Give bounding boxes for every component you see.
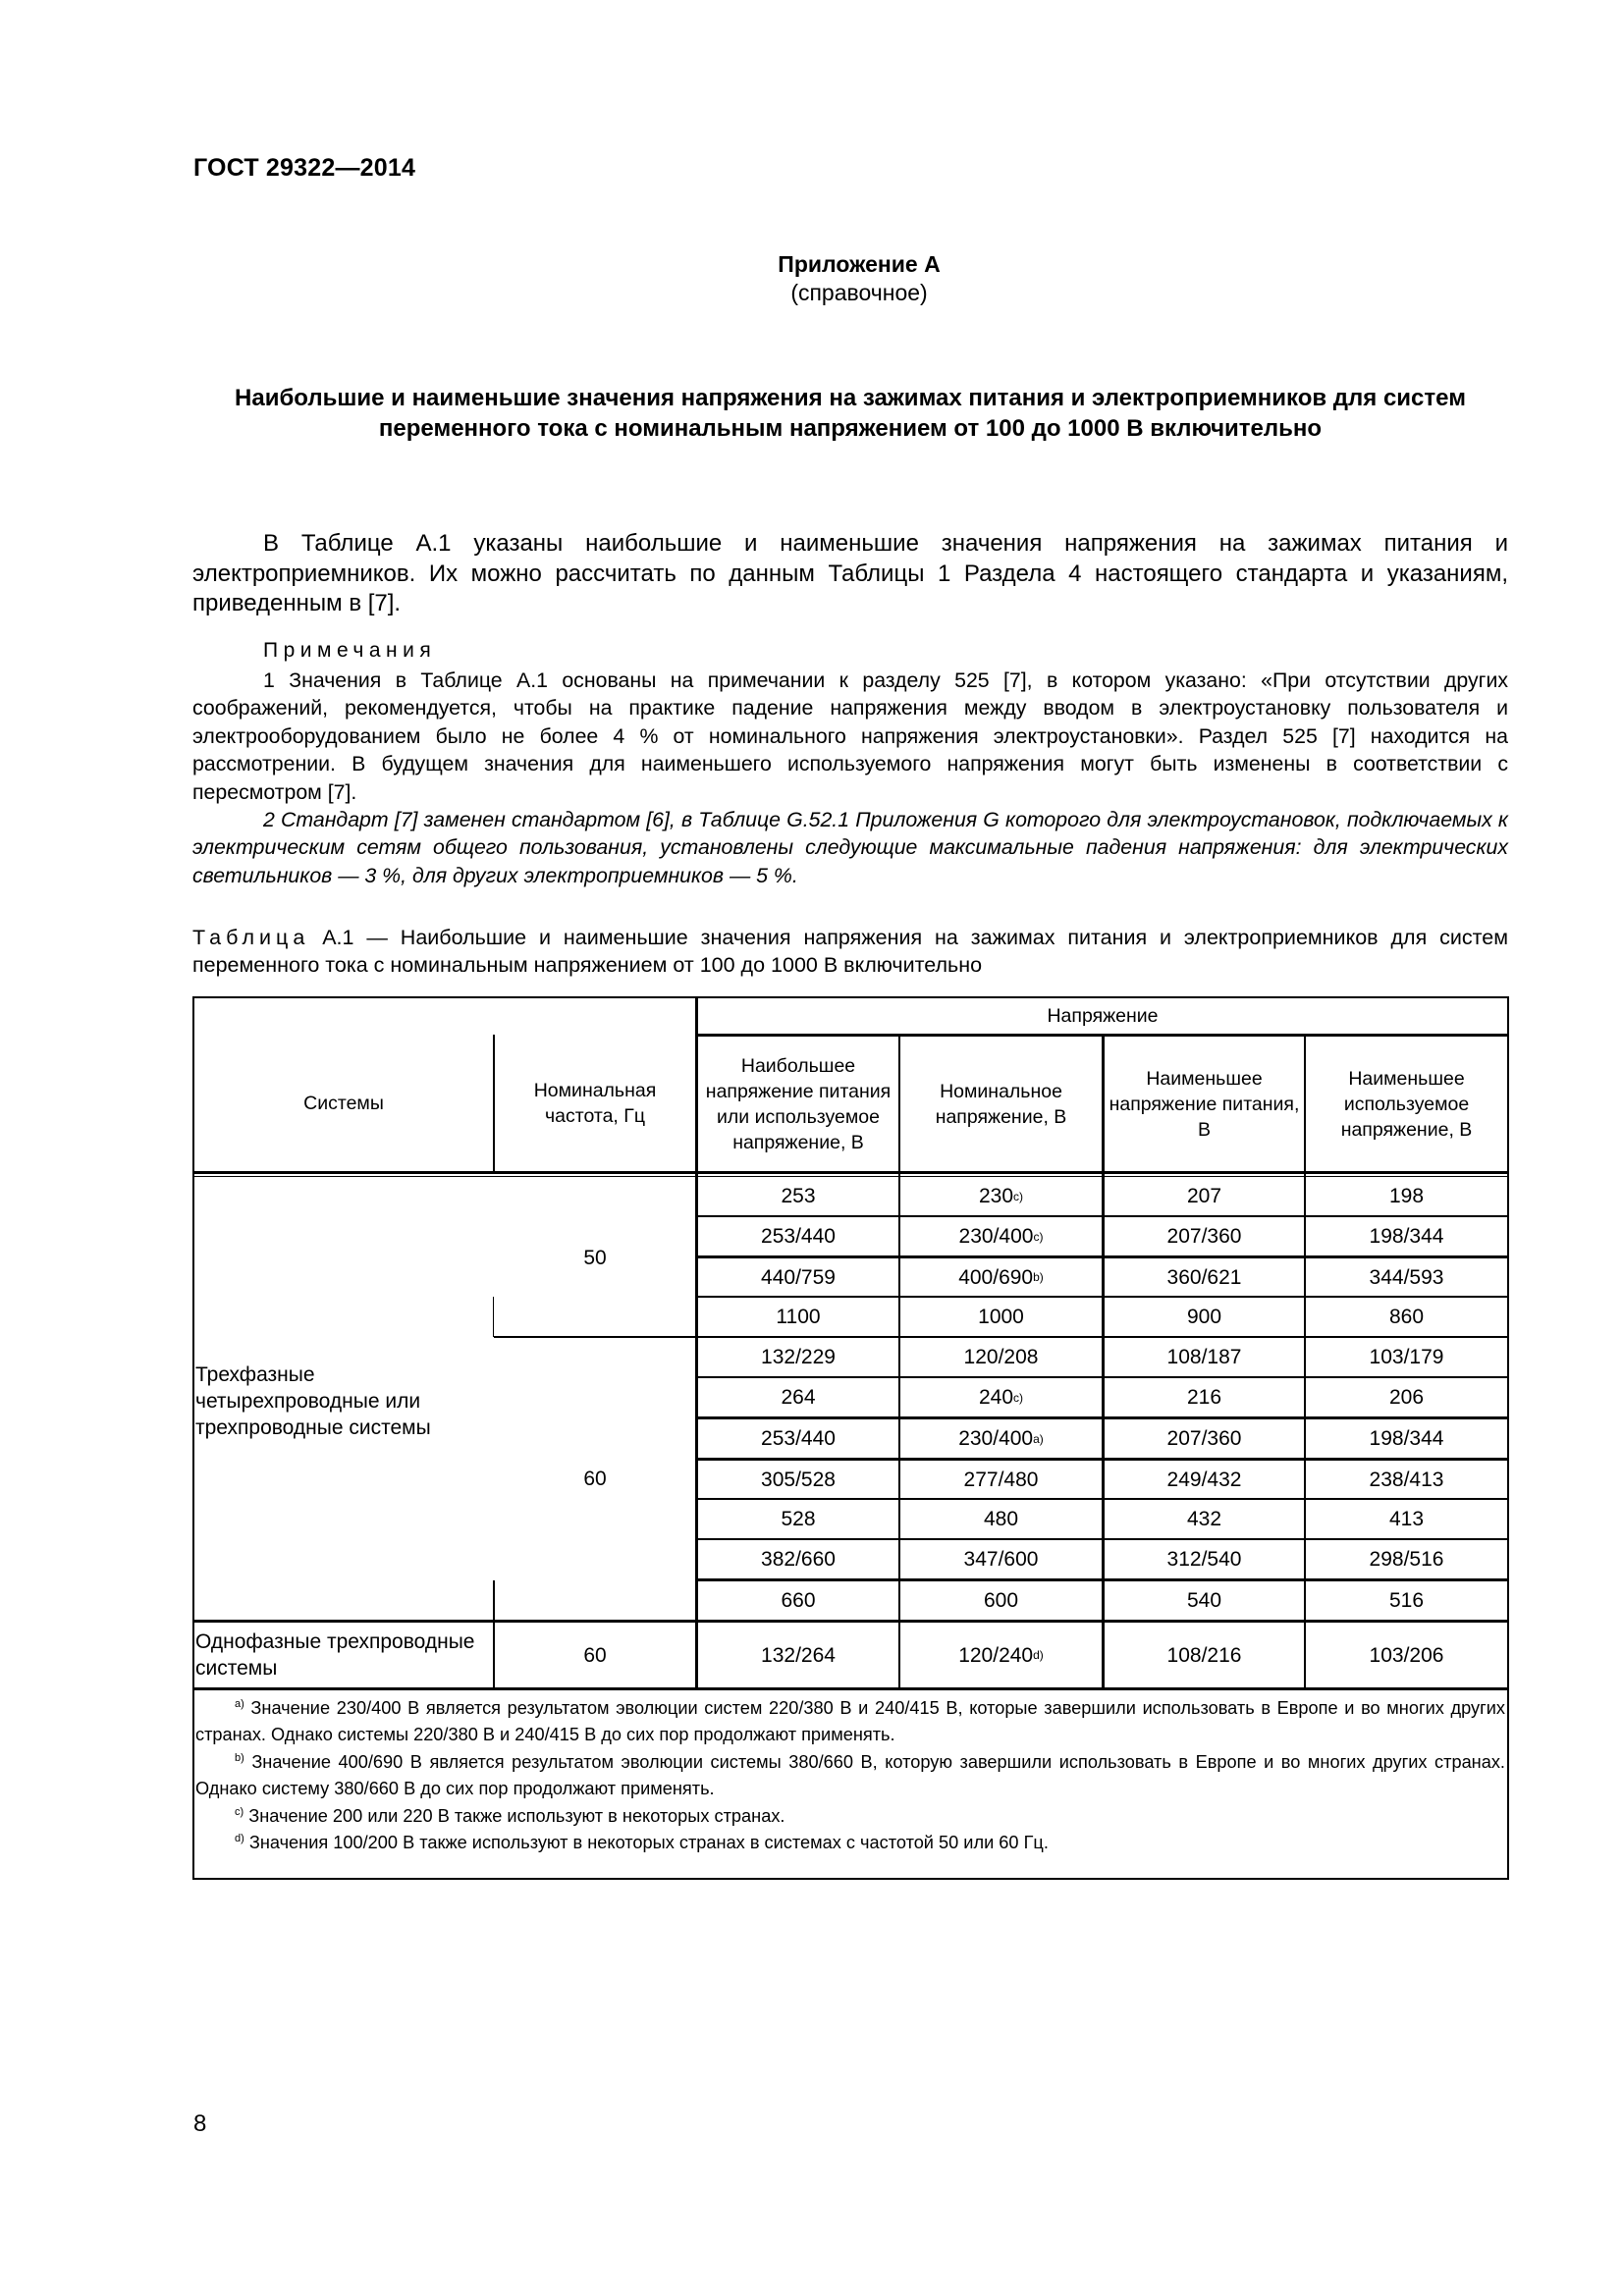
cell-min-supply: 207/360 [1166, 1427, 1242, 1450]
cell-min-used: 413 [1388, 1508, 1425, 1530]
table-caption-label: Таблица [192, 926, 310, 949]
cell-max: 382/660 [761, 1548, 836, 1571]
cell-max: 660 [781, 1589, 816, 1612]
cell-min-supply: 900 [1186, 1306, 1222, 1328]
cell-min-supply: 249/432 [1166, 1468, 1242, 1491]
table-line-footnotes-top [192, 1687, 1509, 1690]
cell-min-used: 344/593 [1369, 1265, 1444, 1289]
cell-min-used: 198 [1388, 1185, 1425, 1207]
table-border-right [1507, 996, 1509, 1880]
header-min-used-voltage: Наименьшее используемое напряжение, В [1340, 1067, 1473, 1141]
cell-min-used: 860 [1388, 1306, 1425, 1328]
cell-nominal: 120/208 [963, 1346, 1039, 1368]
system-single-phase: Однофазные трехпроводные системы [195, 1630, 475, 1680]
cell-max: 132/229 [761, 1346, 836, 1368]
cell-min-used: 198/344 [1369, 1427, 1444, 1450]
frequency-60-single: 60 [583, 1643, 607, 1667]
cell-nominal: 230 c) [978, 1185, 1024, 1207]
main-title: Наибольшие и наименьшие значения напряжения на зажимах питания и электроприемников для систем переменного тока с номинальным напряжением от 100 до 1000 В включительно [235, 385, 1466, 442]
table-caption [192, 924, 1508, 979]
cell-nominal: 230/400 a) [958, 1427, 1044, 1450]
cell-max: 264 [781, 1386, 816, 1409]
page-number: 8 [193, 2110, 207, 2137]
header-nominal-voltage: Номинальное напряжение, В [935, 1080, 1067, 1128]
cell-min-supply: 108/216 [1166, 1643, 1242, 1667]
cell-nominal: 1000 [978, 1306, 1024, 1328]
cell-max: 305/528 [761, 1468, 836, 1491]
cell-max: 253/440 [761, 1225, 836, 1248]
footnote-c: $^{c)}$ Значение 200 или 220 В также используют в некоторых странах. [235, 1806, 785, 1826]
header-voltage-group: Напряжение [1047, 1005, 1159, 1027]
annex-title: Приложение А [778, 251, 941, 277]
cell-min-used: 198/344 [1369, 1225, 1444, 1248]
cell-max: 1100 [776, 1306, 821, 1328]
cell-min-supply: 216 [1186, 1386, 1222, 1409]
annex-subtitle: (справочное) [790, 280, 928, 305]
cell-max: 253 [781, 1185, 816, 1207]
footnote-a: $^{a)}$ Значение 230/400 В является результатом эволюции систем 220/380 В и 240/415 В, которые завершили использовать в Европе и во многих других странах. Однако системы 220/380 В и 240/415 В до сих пор продолжают применять. [195, 1698, 1505, 1744]
cell-max: 528 [781, 1508, 816, 1530]
cell-min-supply: 360/621 [1166, 1265, 1242, 1289]
footnote-d: $^{d)}$ Значения 100/200 В также используют в некоторых странах в системах с частотой 50 или 60 Гц. [235, 1833, 1049, 1852]
cell-min-supply: 207/360 [1166, 1225, 1242, 1248]
cell-min-used: 103/206 [1369, 1643, 1444, 1667]
cell-min-supply: 207 [1186, 1185, 1222, 1207]
cell-min-supply: 540 [1186, 1589, 1222, 1612]
note-2: 2 Стандарт [7] заменен стандартом [6], в Таблице G.52.1 Приложения G которого для электроустановок, подключаемых к электрическим сетям общего пользования, установлены следующие максимальные падения напряжения: для электрических светильников — 3 %, для других электроприемников — 5 %. [192, 808, 1508, 887]
cell-max: 132/264 [761, 1643, 836, 1667]
header-max-voltage: Наибольшее напряжение питания или используемое напряжение, В [705, 1054, 892, 1153]
cell-max: 440/759 [761, 1265, 836, 1289]
cell-min-used: 206 [1388, 1386, 1425, 1409]
table-line-sys-freq-50 [493, 1297, 494, 1337]
notes-heading: Примечания [263, 639, 437, 662]
header-min-supply-voltage: Наименьшее напряжение питания, В [1109, 1067, 1300, 1141]
cell-nominal: 230/400 c) [958, 1225, 1044, 1248]
cell-nominal: 480 [983, 1508, 1019, 1530]
cell-nominal: 347/600 [963, 1548, 1039, 1571]
cell-min-used: 238/413 [1369, 1468, 1444, 1491]
table-caption-text: А.1 — Наибольшие и наименьшие значения напряжения на зажимах питания и электроприемников для систем переменного тока с номинальным напряжением от 100 до 1000 В включительно [192, 926, 1508, 977]
cell-min-used: 298/516 [1369, 1548, 1444, 1571]
cell-nominal: 240 c) [978, 1386, 1024, 1409]
cell-min-supply: 432 [1186, 1508, 1222, 1530]
table-header-bottom [192, 1171, 1509, 1174]
frequency-60: 60 [583, 1467, 607, 1490]
cell-min-supply: 108/187 [1166, 1346, 1242, 1368]
cell-nominal: 600 [983, 1589, 1019, 1612]
document-code: ГОСТ 29322—2014 [193, 154, 416, 182]
cell-nominal: 277/480 [963, 1468, 1039, 1491]
frequency-50: 50 [583, 1246, 607, 1269]
header-systems: Системы [303, 1093, 384, 1114]
system-three-phase: Трехфазные четырехпроводные или трехпроводные системы [195, 1362, 431, 1439]
cell-min-used: 516 [1388, 1589, 1425, 1612]
table-border-bottom [192, 1878, 1509, 1880]
cell-min-used: 103/179 [1369, 1346, 1444, 1368]
body-paragraph: В Таблице А.1 указаны наибольшие и наименьшие значения напряжения на зажимах питания и электроприемников. Их можно рассчитать по данным Таблицы 1 Раздела 4 настоящего стандарта и указаниям, приведенным в [7]. [192, 530, 1508, 616]
cell-min-supply: 312/540 [1166, 1548, 1242, 1571]
footnote-b: $^{b)}$ Значение 400/690 В является результатом эволюции системы 380/660 В, которую завершили использовать в Европе и во многих других странах. Однако систему 380/660 В до сих пор продолжают применять. [195, 1752, 1505, 1798]
note-1: 1 Значения в Таблице А.1 основаны на примечании к разделу 525 [7], в котором указано: «При отсутствии других соображений, рекомендуется, чтобы на практике падение напряжения между вводом в электроустановку пользователя и электрооборудованием было не более 4 % от номинального напряжения электроустановки». Раздел 525 [7] находится на рассмотрении. В будущем значения для наименьшего используемого напряжения могут быть изменены в соответствии с пересмотром [7]. [192, 668, 1508, 804]
header-frequency: Номинальная частота, Гц [533, 1080, 657, 1127]
cell-nominal: 400/690 b) [958, 1265, 1044, 1289]
cell-max: 253/440 [761, 1427, 836, 1450]
cell-nominal: 120/240 d) [958, 1643, 1044, 1667]
